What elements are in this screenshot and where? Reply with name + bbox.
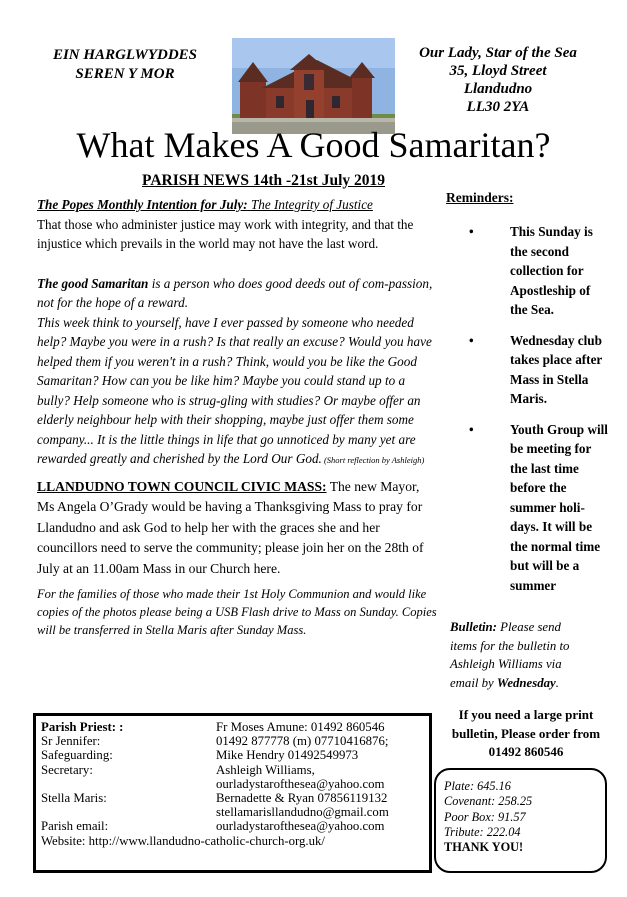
list-item: • Wednesday club takes place after Mass in Stella Maris. [469, 332, 603, 406]
reflection-note: (Short reflection by Ashleigh) [321, 455, 425, 465]
samaritan-text2: This week think to yourself, have I ever passed by someone who needed help? Maybe you were in a rush? Is that really an excuse? Would you have helped them if you weren't in a rush? Think, would you be like the Good Samaritan? How can you be like him? Maybe you could stand up to a bully? Help someone who is strug-gling with studies? Or maybe offer an elderly neighbour help with their shopping, maybe just offer them some company... It is the little things in life that go unnoticed by many yet are rewarded greatly and cherished by the Lord Our God. [37, 314, 432, 466]
contact-row: Sr Jennifer: 01492 877778 (m) 07710416876; [41, 734, 389, 749]
intention-heading [37, 195, 437, 215]
bulletin-day: Wednesday [496, 675, 556, 690]
contact-row: Stella Maris: Bernadette & Ryan 07856119132 [41, 791, 388, 806]
contacts-box [33, 713, 432, 873]
contact-row: ourladystarofthesea@yahoo.com [216, 776, 385, 791]
contact-row: Secretary: Ashleigh Williams, [41, 762, 315, 777]
contact-row: Parish Priest: : Fr Moses Amune: 01492 860546 [41, 720, 385, 734]
civic-mass-heading: LLANDUDNO TOWN COUNCIL CIVIC MASS: [37, 478, 327, 494]
thank-you: THANK YOU! [444, 840, 524, 855]
civic-mass-paragraph [37, 477, 437, 580]
intention-subject: The Integrity of Justice [247, 197, 373, 212]
list-item: • Youth Group will be meeting for the last time before the summer holi-days. It will be the normal time but will be a summer [469, 421, 608, 593]
reminders-title: Reminders: [446, 190, 514, 205]
bullet-icon: • [469, 224, 474, 239]
samaritan-lead: The good Samaritan [37, 275, 149, 291]
church-photo [232, 38, 395, 134]
main-column [37, 195, 437, 639]
civic-mass-text: The new Mayor, Ms Angela O’Grady would be having a Thanksgiving Mass to pray for Llandudno and ask God to help her with the graces she and her councillors need to serve the community; please join her on the 28th of July at an 11.00am Mass in our Church here. [37, 478, 424, 576]
website-link[interactable]: Website: http://www.llandudno-catholic-church-org.uk/ [41, 833, 325, 848]
communion-notice: For the families of those who made their 1st Holy Communion and would like copies of the photos please being a USB Flash drive to Mass on Sunday. Copies will be transferred in Stella Maris after Sunday Mass. [37, 587, 437, 637]
offertory-box [434, 768, 607, 873]
bullet-icon: • [469, 332, 474, 348]
samaritan-text1: is a person who does good deeds out of com-passion, not for the hope of a reward. [37, 275, 433, 310]
plate-total: Plate: 645.16 [444, 779, 511, 793]
bullet-icon: • [469, 421, 474, 437]
contact-row: Safeguarding: Mike Hendry 01492549973 [41, 748, 359, 763]
reminders-list [443, 222, 608, 606]
samaritan-reflection [37, 313, 437, 471]
contact-row: stellamarisllandudno@gmail.com [216, 805, 389, 820]
parish-news-heading: PARISH NEWS 14th -21st July 2019 [142, 172, 386, 189]
church-address: Our Lady, Star of the Sea 35, Lloyd Street Llandudno LL30 2YA [419, 45, 577, 115]
tribute-total: Tribute: 222.04 [444, 824, 521, 839]
list-item: • This Sunday is the second collection for Apostleship of the Sea. [469, 224, 593, 317]
church-welsh-name: EIN HARGLWYDDES SEREN Y MOR [52, 47, 198, 82]
intention-text: That those who administer justice may work with integrity, and that the injustice which prevails in the world may not have the last word. [37, 216, 414, 251]
covenant-total: Covenant: 258.25 [444, 794, 533, 809]
contact-row: Parish email: ourladystarofthesea@yahoo.com [41, 819, 385, 834]
bulletin-notice: Bulletin: Please send items for the bulletin to Ashleigh Williams via email by Wednesday. [450, 620, 570, 690]
intention-label: The Popes Monthly Intention for July: [37, 197, 248, 212]
page-title: What Makes A Good Samaritan? [76, 125, 551, 165]
poor-box-total: Poor Box: 91.57 [444, 809, 526, 824]
samaritan-paragraph [37, 274, 437, 313]
large-print-notice: If you need a large print bulletin, Please order from 01492 860546 [451, 707, 601, 759]
bulletin-label: Bulletin: [450, 620, 497, 634]
